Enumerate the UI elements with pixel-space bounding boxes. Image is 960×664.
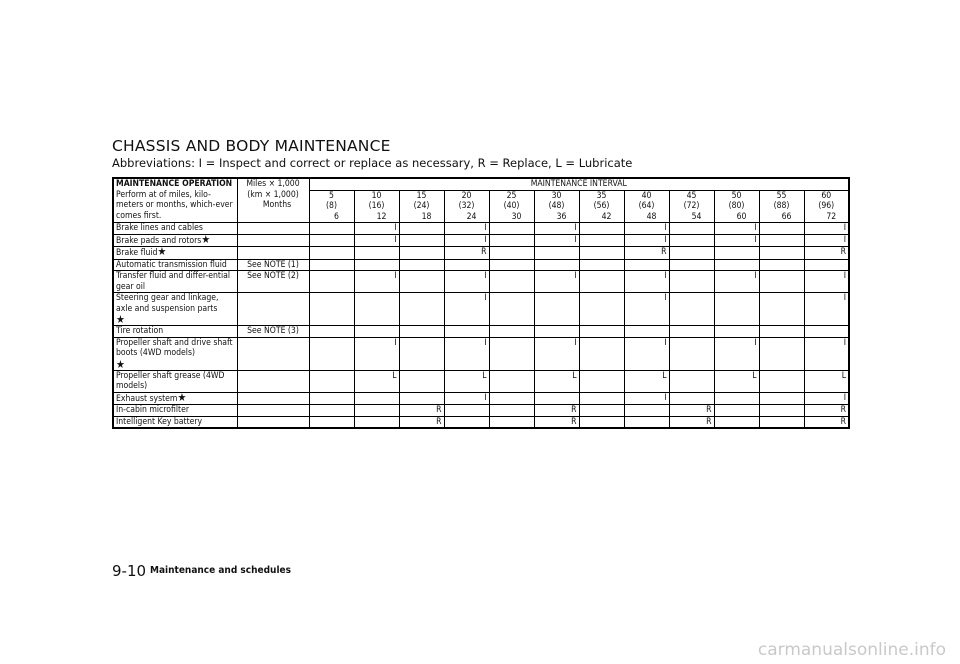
interval-mark-cell: I	[444, 392, 489, 405]
interval-mark-cell	[714, 259, 759, 271]
note-cell	[237, 405, 309, 417]
table-row	[113, 293, 849, 326]
interval-mark-cell: I	[804, 271, 849, 293]
interval-mi: 25	[506, 190, 517, 201]
interval-mark-cell: I	[354, 234, 399, 247]
interval-mark-cell: I	[804, 223, 849, 235]
interval-mo: 42	[601, 211, 612, 222]
operation-name: Brake lines and cables	[116, 223, 203, 233]
interval-mark-cell: I	[354, 337, 399, 370]
interval-mo: 36	[556, 211, 567, 222]
unit-header-cell	[237, 178, 309, 223]
interval-mark-cell: R	[669, 405, 714, 417]
star-icon: ★	[116, 357, 125, 371]
interval-mark-cell	[354, 405, 399, 417]
interval-mark-cell	[669, 370, 714, 392]
interval-mi: 55	[776, 190, 787, 201]
interval-mi: 20	[461, 190, 472, 201]
interval-mo: 24	[466, 211, 477, 222]
interval-mark-cell	[759, 223, 804, 235]
interval-mark-cell	[489, 337, 534, 370]
operation-cell	[113, 337, 237, 370]
operation-cell	[113, 326, 237, 338]
note-cell: See NOTE (3)	[237, 326, 309, 338]
interval-mark-cell: I	[624, 293, 669, 326]
page-number: 9-10	[112, 562, 147, 580]
interval-mark-cell	[759, 337, 804, 370]
interval-mark-cell: R	[444, 247, 489, 260]
interval-mark-cell: I	[624, 223, 669, 235]
note-cell	[237, 293, 309, 326]
interval-mi: 45	[686, 190, 697, 201]
section-footer-title: Maintenance and schedules	[150, 565, 291, 576]
unit-miles: Miles × 1,000	[246, 179, 300, 189]
interval-mark-cell: R	[624, 247, 669, 260]
interval-cell	[489, 190, 534, 223]
interval-mark-cell	[444, 259, 489, 271]
operation-name: Intelligent Key battery	[116, 416, 203, 427]
interval-mark-cell	[399, 326, 444, 338]
interval-mark-cell	[579, 416, 624, 428]
note-cell	[237, 247, 309, 260]
note-cell	[237, 337, 309, 370]
interval-mark-cell	[534, 326, 579, 338]
interval-mark-cell	[534, 392, 579, 405]
interval-mo: 6	[334, 211, 339, 222]
interval-mark-cell: I	[354, 223, 399, 235]
interval-mark-cell	[399, 337, 444, 370]
interval-mi: 60	[821, 190, 832, 201]
interval-mark-cell	[759, 392, 804, 405]
interval-km: (16)	[368, 201, 385, 211]
interval-mo: 54	[691, 211, 702, 222]
interval-mark-cell	[579, 223, 624, 235]
operation-name: Transfer fluid and differ-ential gear oil	[116, 271, 230, 292]
operation-name: Propeller shaft grease (4WD models)	[116, 370, 225, 391]
interval-mark-cell	[714, 392, 759, 405]
star-icon: ★	[116, 313, 125, 326]
table-row	[113, 223, 849, 235]
interval-mark-cell	[309, 326, 354, 338]
interval-mark-cell: R	[669, 416, 714, 428]
interval-mark-cell	[354, 326, 399, 338]
interval-mark-cell	[714, 293, 759, 326]
operation-name: In-cabin microfilter	[116, 405, 190, 415]
interval-mark-cell	[399, 271, 444, 293]
interval-mark-cell	[534, 259, 579, 271]
table-row	[113, 337, 849, 370]
interval-mark-cell	[399, 259, 444, 271]
interval-mark-cell	[579, 392, 624, 405]
operation-cell	[113, 392, 237, 405]
interval-mark-cell	[489, 247, 534, 260]
interval-cell	[669, 190, 714, 223]
interval-mark-cell: I	[624, 392, 669, 405]
star-icon: ★	[177, 390, 187, 404]
interval-mark-cell: I	[804, 234, 849, 247]
interval-mark-cell	[489, 223, 534, 235]
interval-mark-cell: R	[804, 247, 849, 260]
operation-cell	[113, 223, 237, 235]
note-cell	[237, 416, 309, 428]
interval-mark-cell	[399, 370, 444, 392]
interval-mark-cell	[759, 293, 804, 326]
interval-mark-cell	[624, 416, 669, 428]
interval-mo: 48	[646, 211, 657, 222]
interval-mark-cell: I	[714, 271, 759, 293]
interval-mark-cell: L	[624, 370, 669, 392]
interval-mark-cell	[354, 416, 399, 428]
interval-mark-cell: I	[444, 234, 489, 247]
table-row	[113, 392, 849, 405]
interval-mark-cell: I	[714, 234, 759, 247]
interval-km: (72)	[683, 201, 700, 211]
interval-mark-cell	[759, 405, 804, 417]
interval-cell	[759, 190, 804, 223]
interval-mark-cell	[669, 392, 714, 405]
operation-name: Automatic transmission fluid	[116, 259, 227, 270]
interval-mo: 60	[736, 211, 747, 222]
interval-mark-cell	[354, 392, 399, 405]
operation-cell	[113, 259, 237, 271]
interval-mark-cell	[759, 259, 804, 271]
watermark: carmanualsonline.info	[757, 640, 946, 660]
interval-mark-cell	[309, 271, 354, 293]
interval-mo: 18	[421, 211, 432, 222]
interval-mark-cell: L	[444, 370, 489, 392]
interval-mark-cell	[669, 234, 714, 247]
interval-mark-cell: I	[714, 223, 759, 235]
interval-mark-cell: I	[534, 223, 579, 235]
operation-cell	[113, 234, 237, 247]
interval-cell	[354, 190, 399, 223]
interval-mark-cell	[399, 293, 444, 326]
note-cell: See NOTE (2)	[237, 271, 309, 293]
interval-cell	[309, 190, 354, 223]
interval-mark-cell: I	[534, 337, 579, 370]
interval-mark-cell	[309, 370, 354, 392]
interval-mark-cell	[309, 247, 354, 260]
star-icon: ★	[157, 245, 167, 258]
interval-mark-cell: R	[804, 416, 849, 428]
interval-mark-cell	[624, 326, 669, 338]
interval-mark-cell	[354, 247, 399, 260]
operation-cell	[113, 405, 237, 417]
interval-mark-cell	[489, 293, 534, 326]
interval-mark-cell	[759, 271, 804, 293]
interval-mark-cell	[309, 337, 354, 370]
interval-mark-cell	[399, 223, 444, 235]
interval-km: (64)	[638, 201, 655, 211]
interval-mi: 40	[641, 190, 652, 201]
note-cell: See NOTE (1)	[237, 259, 309, 271]
interval-mark-cell	[669, 247, 714, 260]
interval-mark-cell	[669, 271, 714, 293]
interval-mark-cell	[759, 326, 804, 338]
interval-km: (24)	[413, 201, 430, 211]
interval-mark-cell	[534, 247, 579, 260]
interval-mark-cell	[624, 259, 669, 271]
interval-mark-cell	[579, 370, 624, 392]
interval-cell	[399, 190, 444, 223]
operation-description: Perform at of miles, kilo-meters or months, which-ever comes first.	[116, 189, 233, 221]
interval-km: (80)	[728, 201, 745, 211]
interval-mark-cell	[489, 271, 534, 293]
interval-mark-cell	[669, 223, 714, 235]
interval-mark-cell	[579, 337, 624, 370]
interval-mark-cell	[354, 293, 399, 326]
interval-mark-cell	[714, 416, 759, 428]
interval-mark-cell: I	[444, 293, 489, 326]
operation-cell	[113, 370, 237, 392]
interval-mark-cell	[669, 326, 714, 338]
interval-mark-cell: I	[534, 234, 579, 247]
operation-name: Exhaust system	[116, 393, 178, 404]
interval-cell	[714, 190, 759, 223]
interval-mark-cell: I	[804, 293, 849, 326]
interval-mark-cell	[309, 416, 354, 428]
table-header-row	[113, 178, 849, 190]
interval-mark-cell	[579, 293, 624, 326]
interval-mark-cell	[579, 326, 624, 338]
interval-mark-cell	[669, 259, 714, 271]
interval-cell	[579, 190, 624, 223]
interval-mark-cell	[399, 234, 444, 247]
interval-mark-cell: R	[534, 405, 579, 417]
interval-mark-cell	[399, 247, 444, 260]
interval-mark-cell	[489, 370, 534, 392]
table-row	[113, 247, 849, 260]
interval-mark-cell: I	[354, 271, 399, 293]
operation-header-cell	[113, 178, 237, 223]
operation-name: Steering gear and linkage, axle and suspension parts	[116, 293, 219, 314]
interval-mark-cell	[354, 259, 399, 271]
interval-mark-cell: R	[804, 405, 849, 417]
interval-mark-cell	[759, 416, 804, 428]
operation-cell	[113, 416, 237, 428]
table-row	[113, 234, 849, 247]
interval-mi: 10	[371, 190, 382, 201]
interval-mark-cell	[579, 405, 624, 417]
interval-km: (96)	[818, 201, 835, 211]
interval-mark-cell	[579, 271, 624, 293]
interval-mark-cell	[759, 370, 804, 392]
interval-mark-cell	[534, 293, 579, 326]
interval-mark-cell	[309, 223, 354, 235]
interval-mark-cell	[444, 326, 489, 338]
operation-name: Brake pads and rotors	[116, 235, 202, 246]
interval-mark-cell: I	[624, 234, 669, 247]
note-cell	[237, 370, 309, 392]
interval-title: MAINTENANCE INTERVAL	[309, 178, 849, 190]
interval-mark-cell: L	[804, 370, 849, 392]
interval-mark-cell	[669, 293, 714, 326]
interval-mark-cell: I	[444, 223, 489, 235]
interval-mark-cell	[669, 337, 714, 370]
interval-mark-cell	[579, 247, 624, 260]
note-cell	[237, 223, 309, 235]
interval-mark-cell: I	[714, 337, 759, 370]
interval-cell	[624, 190, 669, 223]
interval-km: (56)	[593, 201, 610, 211]
table-row	[113, 271, 849, 293]
interval-mark-cell: L	[714, 370, 759, 392]
interval-mark-cell: R	[399, 405, 444, 417]
interval-km: (32)	[458, 201, 475, 211]
interval-mo: 66	[781, 211, 792, 222]
operation-name: Brake fluid	[116, 248, 158, 258]
interval-mark-cell	[489, 416, 534, 428]
operation-cell	[113, 271, 237, 293]
interval-mark-cell	[489, 259, 534, 271]
section-heading: CHASSIS AND BODY MAINTENANCE	[112, 137, 391, 155]
interval-km: (8)	[326, 201, 337, 211]
star-icon: ★	[201, 232, 211, 246]
operation-title: MAINTENANCE OPERATION	[116, 179, 233, 189]
interval-mark-cell	[714, 405, 759, 417]
interval-mark-cell: I	[444, 271, 489, 293]
table-row	[113, 259, 849, 271]
table-row	[113, 370, 849, 392]
interval-mo: 30	[511, 211, 522, 222]
table-row	[113, 405, 849, 417]
operation-cell	[113, 247, 237, 260]
abbreviations-legend: Abbreviations: I = Inspect and correct or replace as necessary, R = Replace, L = Lubricate	[112, 156, 633, 170]
interval-mark-cell	[759, 234, 804, 247]
interval-mark-cell	[804, 326, 849, 338]
interval-mark-cell	[714, 247, 759, 260]
interval-mark-cell: L	[354, 370, 399, 392]
table-row	[113, 326, 849, 338]
interval-mark-cell	[309, 234, 354, 247]
interval-mark-cell	[489, 405, 534, 417]
interval-mark-cell: R	[399, 416, 444, 428]
interval-mark-cell: I	[624, 337, 669, 370]
interval-km: (40)	[503, 201, 520, 211]
unit-km: (km × 1,000)	[247, 189, 299, 200]
interval-mark-cell: I	[444, 337, 489, 370]
interval-mark-cell	[489, 392, 534, 405]
interval-mi: 50	[731, 190, 742, 201]
interval-mark-cell	[579, 259, 624, 271]
note-cell	[237, 234, 309, 247]
interval-mark-cell	[309, 259, 354, 271]
interval-mark-cell	[714, 326, 759, 338]
interval-mark-cell	[444, 416, 489, 428]
interval-km: (88)	[773, 201, 790, 211]
interval-mark-cell	[489, 234, 534, 247]
interval-cell	[804, 190, 849, 223]
operation-name: Tire rotation	[116, 326, 164, 336]
table-row	[113, 416, 849, 428]
interval-mo: 12	[376, 211, 387, 222]
interval-mark-cell	[399, 392, 444, 405]
interval-mi: 15	[416, 190, 427, 201]
interval-mark-cell: I	[624, 271, 669, 293]
interval-mark-cell	[309, 293, 354, 326]
interval-mark-cell	[579, 234, 624, 247]
interval-mark-cell	[804, 259, 849, 271]
interval-cell	[444, 190, 489, 223]
interval-mark-cell: I	[804, 392, 849, 405]
interval-mark-cell: R	[534, 416, 579, 428]
operation-name: Propeller shaft and drive shaft boots (4WD models)	[116, 337, 233, 358]
note-cell	[237, 392, 309, 405]
operation-cell	[113, 293, 237, 326]
interval-cell	[534, 190, 579, 223]
interval-mark-cell	[309, 405, 354, 417]
interval-mark-cell: I	[534, 271, 579, 293]
interval-mo: 72	[826, 211, 837, 222]
interval-mi: 35	[596, 190, 607, 201]
unit-months: Months	[262, 200, 292, 210]
interval-mark-cell	[489, 326, 534, 338]
interval-mark-cell	[624, 405, 669, 417]
interval-mi: 5	[329, 190, 334, 201]
interval-mark-cell	[309, 392, 354, 405]
interval-mark-cell	[759, 247, 804, 260]
interval-km: (48)	[548, 201, 565, 211]
maintenance-table	[112, 177, 850, 429]
interval-mark-cell: I	[804, 337, 849, 370]
interval-mark-cell: L	[534, 370, 579, 392]
interval-mi: 30	[551, 190, 562, 201]
interval-mark-cell	[444, 405, 489, 417]
maintenance-table-body	[113, 178, 849, 428]
